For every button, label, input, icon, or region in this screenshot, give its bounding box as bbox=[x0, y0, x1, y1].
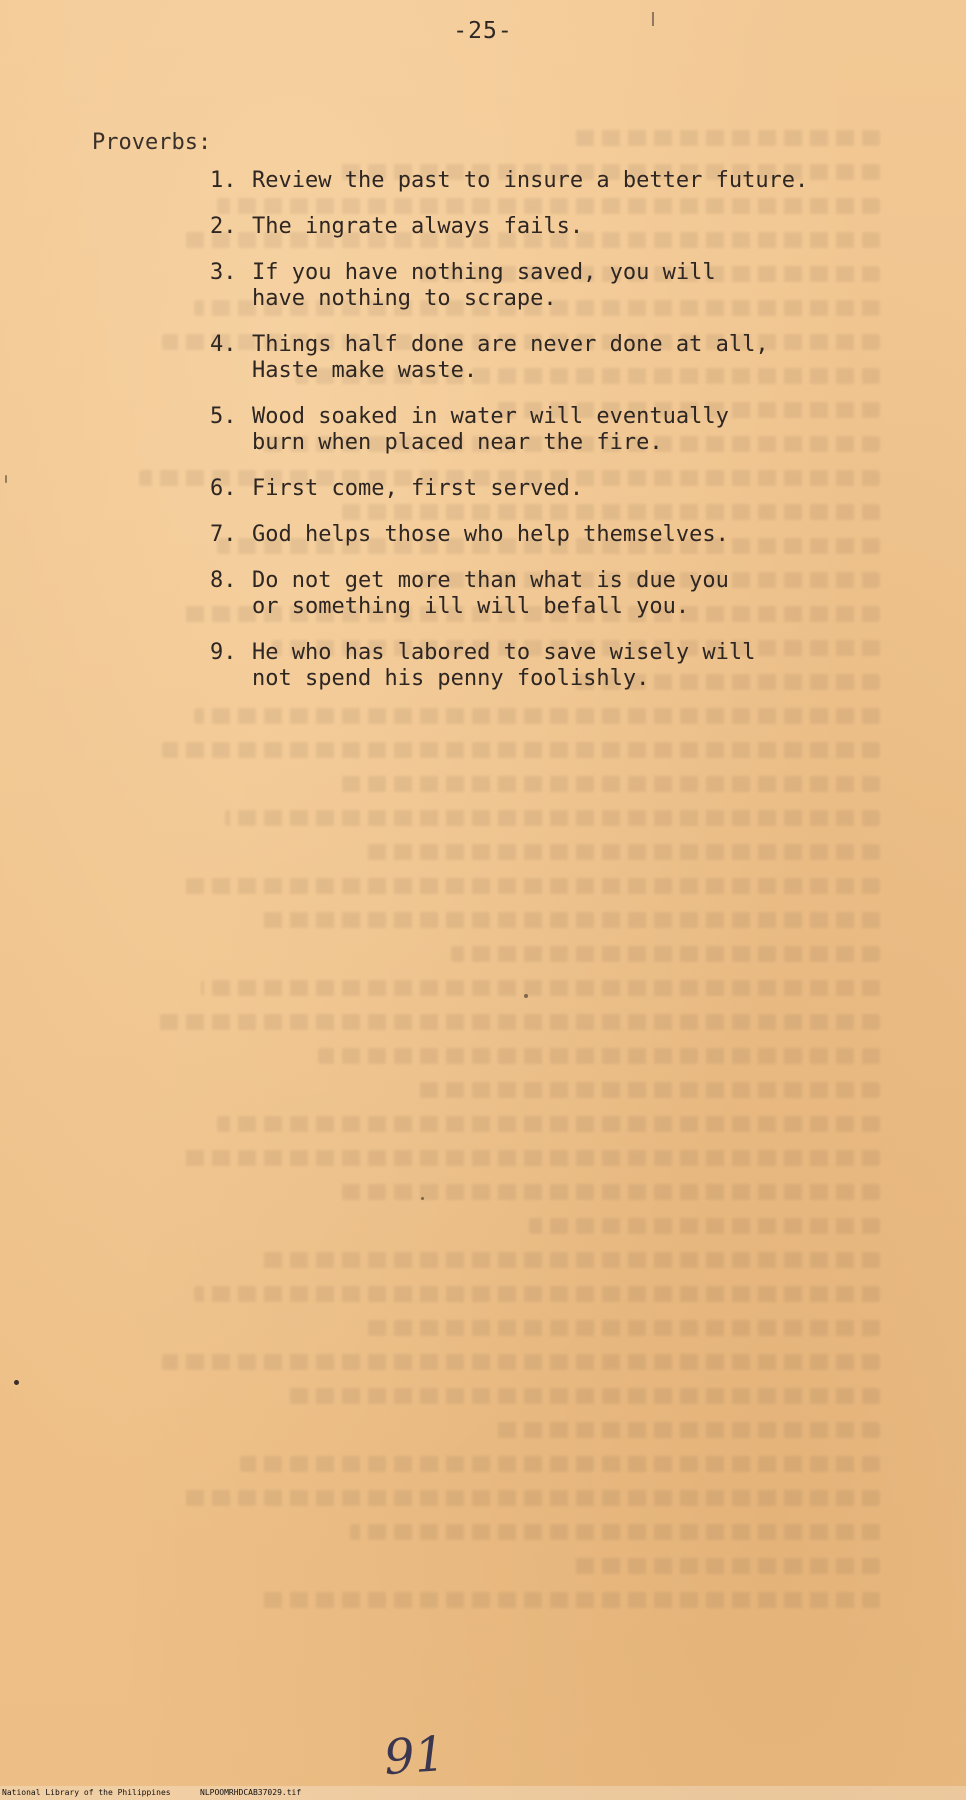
bleed-line bbox=[350, 1524, 880, 1540]
bleed-line bbox=[217, 1116, 880, 1132]
proverb-number: 2. bbox=[210, 214, 237, 239]
proverb-item bbox=[210, 404, 910, 456]
footer-filename: NLPOOMRHDCAB37029.tif bbox=[200, 1788, 302, 1797]
proverb-number: 6. bbox=[210, 476, 237, 501]
bleed-line bbox=[451, 946, 880, 962]
proverb-line: He who has labored to save wisely will bbox=[252, 640, 756, 665]
proverb-text bbox=[252, 568, 910, 620]
proverb-line: Things half done are never done at all, bbox=[252, 332, 769, 357]
paper-speck bbox=[524, 994, 528, 998]
bleed-line bbox=[201, 980, 880, 996]
proverb-number: 1. bbox=[210, 168, 237, 193]
proverb-text bbox=[252, 522, 910, 548]
proverb-line: Do not get more than what is due you bbox=[252, 568, 729, 593]
bleed-line bbox=[162, 1354, 880, 1370]
proverb-text bbox=[252, 640, 910, 692]
bleed-line bbox=[194, 1286, 880, 1302]
proverb-number: 8. bbox=[210, 568, 237, 593]
proverb-line: First come, first served. bbox=[252, 476, 584, 501]
proverb-line: The ingrate always fails. bbox=[252, 214, 584, 239]
proverb-item bbox=[210, 260, 910, 312]
bleed-line bbox=[256, 912, 880, 928]
proverb-text bbox=[252, 476, 910, 502]
bleed-line bbox=[287, 1388, 880, 1404]
footer-library: National Library of the Philippines bbox=[2, 1788, 171, 1797]
proverb-number: 3. bbox=[210, 260, 237, 285]
proverb-item bbox=[210, 522, 910, 548]
proverb-item bbox=[210, 568, 910, 620]
bleed-line bbox=[490, 1422, 880, 1438]
bleed-line bbox=[568, 130, 880, 146]
proverb-line: or something ill will befall you. bbox=[252, 594, 690, 619]
proverb-list bbox=[210, 168, 910, 712]
proverb-text bbox=[252, 260, 910, 312]
proverb-text bbox=[252, 404, 910, 456]
bleed-line bbox=[178, 878, 880, 894]
handwritten-page-number: 91 bbox=[382, 1725, 447, 1787]
bleed-line bbox=[240, 1456, 880, 1472]
page-number: -25- bbox=[453, 18, 513, 44]
proverb-item bbox=[210, 168, 910, 194]
bleed-line bbox=[178, 1490, 880, 1506]
proverb-item bbox=[210, 332, 910, 384]
bleed-line bbox=[162, 742, 880, 758]
paper-speck bbox=[421, 1197, 424, 1200]
proverb-item bbox=[210, 476, 910, 502]
proverb-text bbox=[252, 332, 910, 384]
proverb-number: 5. bbox=[210, 404, 237, 429]
paper-speck bbox=[14, 1380, 19, 1385]
bleed-line bbox=[529, 1218, 880, 1234]
bleed-line bbox=[412, 1082, 880, 1098]
bleed-line bbox=[334, 1184, 880, 1200]
bleed-line bbox=[155, 1014, 880, 1030]
proverb-line: not spend his penny foolishly. bbox=[252, 666, 650, 691]
proverb-number: 4. bbox=[210, 332, 237, 357]
proverb-line: Haste make waste. bbox=[252, 358, 478, 383]
proverb-line: burn when placed near the fire. bbox=[252, 430, 663, 455]
paper-speck bbox=[5, 475, 7, 483]
proverb-number: 9. bbox=[210, 640, 237, 665]
proverb-line: Wood soaked in water will eventually bbox=[252, 404, 729, 429]
bleed-line bbox=[256, 1252, 880, 1268]
proverb-text bbox=[252, 214, 910, 240]
bleed-line bbox=[225, 810, 880, 826]
proverb-item bbox=[210, 214, 910, 240]
bleed-line bbox=[568, 1558, 880, 1574]
bleed-line bbox=[365, 844, 880, 860]
proverb-line: If you have nothing saved, you will bbox=[252, 260, 716, 285]
proverb-line: have nothing to scrape. bbox=[252, 286, 557, 311]
bleed-line bbox=[318, 1048, 880, 1064]
bleed-line bbox=[365, 1320, 880, 1336]
proverb-text bbox=[252, 168, 910, 194]
proverb-line: God helps those who help themselves. bbox=[252, 522, 729, 547]
bleed-line bbox=[256, 1592, 880, 1608]
bleed-line bbox=[334, 776, 880, 792]
proverb-number: 7. bbox=[210, 522, 237, 547]
proverb-item bbox=[210, 640, 910, 692]
bleed-line bbox=[178, 1150, 880, 1166]
proverbs-heading: Proverbs: bbox=[92, 130, 212, 155]
scan-footer bbox=[0, 1786, 966, 1800]
proverb-line: Review the past to insure a better future. bbox=[252, 168, 809, 193]
